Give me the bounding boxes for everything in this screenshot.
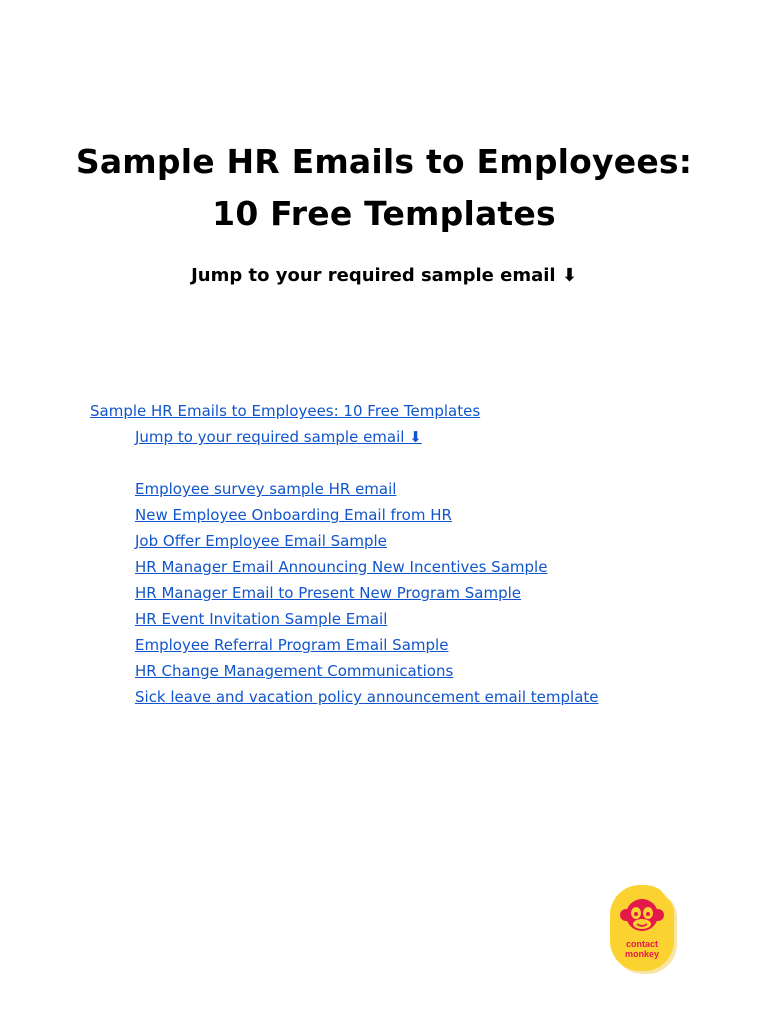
toc-link-new-program[interactable]: HR Manager Email to Present New Program Sample xyxy=(135,584,522,602)
toc-link-change-management[interactable]: HR Change Management Communications xyxy=(135,662,454,680)
toc-link-employee-survey[interactable]: Employee survey sample HR email xyxy=(135,480,397,498)
toc-link-new-incentives[interactable]: HR Manager Email Announcing New Incentives Sample xyxy=(135,558,548,576)
logo-text-line-1: contact xyxy=(625,939,659,949)
contactmonkey-logo xyxy=(609,884,679,976)
toc-link-job-offer[interactable]: Job Offer Employee Email Sample xyxy=(135,532,387,550)
document-title-line-1: Sample HR Emails to Employees: xyxy=(75,142,693,181)
toc-link-sick-leave[interactable]: Sick leave and vacation policy announcement email template xyxy=(135,688,599,706)
document-title-line-2: 10 Free Templates xyxy=(212,194,556,233)
table-of-contents xyxy=(90,398,710,710)
toc-link-event-invitation[interactable]: HR Event Invitation Sample Email xyxy=(135,610,388,628)
logo-text-line-2: monkey xyxy=(624,949,660,959)
toc-link-onboarding[interactable]: New Employee Onboarding Email from HR xyxy=(135,506,452,524)
toc-link-jump[interactable]: Jump to your required sample email ⬇ xyxy=(135,428,422,446)
toc-link-referral-program[interactable]: Employee Referral Program Email Sample xyxy=(135,636,449,654)
contactmonkey-badge-icon xyxy=(609,884,679,976)
toc-spacer xyxy=(90,450,710,476)
document-title xyxy=(0,136,768,240)
toc-link-title[interactable]: Sample HR Emails to Employees: 10 Free Templates xyxy=(90,402,481,420)
document-subtitle: Jump to your required sample email ⬇ xyxy=(191,265,577,286)
